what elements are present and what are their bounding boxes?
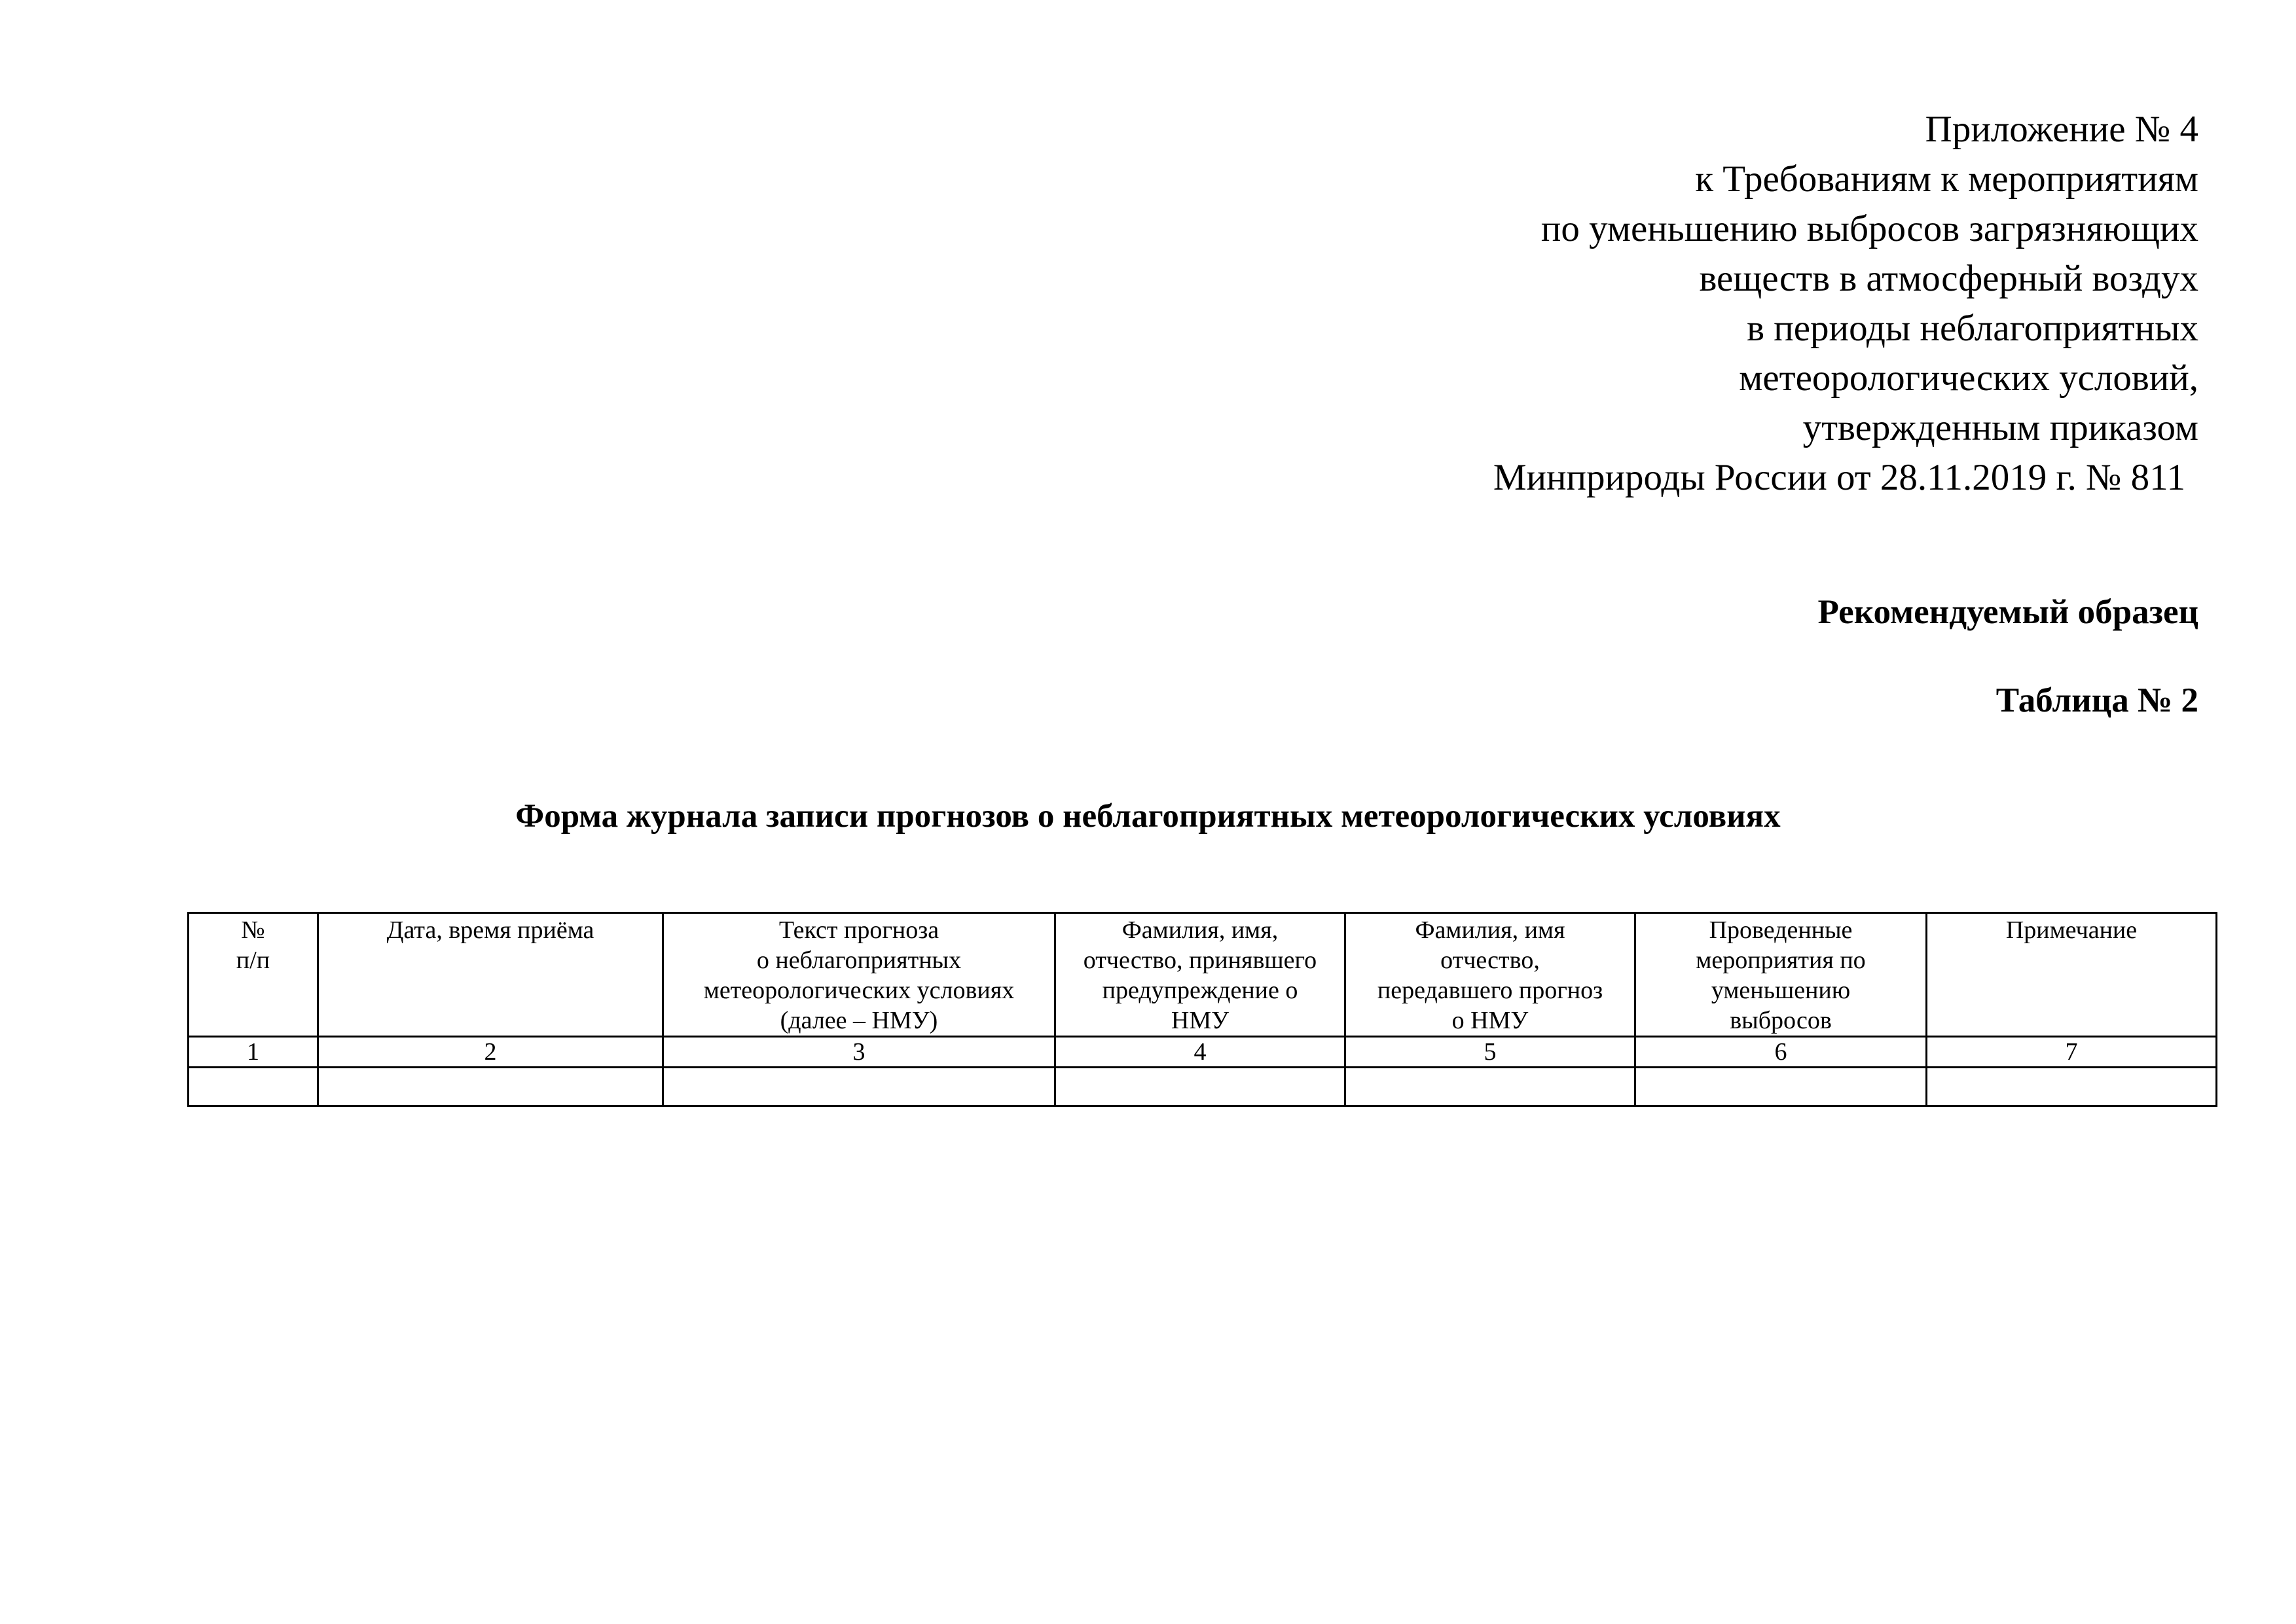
- table-cell: [318, 1068, 663, 1106]
- column-number-cell: 6: [1635, 1037, 1927, 1068]
- table-number-label: Таблица № 2: [1995, 681, 2198, 719]
- header-text: Дата, время приёма: [386, 916, 594, 944]
- appendix-line: утвержденным приказом: [1802, 407, 2198, 448]
- appendix-line: веществ в атмосферный воздух: [1699, 258, 2198, 299]
- column-number-cell: 2: [318, 1037, 663, 1068]
- form-title: [0, 797, 2296, 835]
- header-cell-note: [1927, 913, 2217, 1037]
- appendix-line: к Требованиям к мероприятиям: [1695, 158, 2198, 200]
- header-cell-number: [189, 913, 318, 1037]
- header-cell-forecast-text: [663, 913, 1055, 1037]
- appendix-line: по уменьшению выбросов загрязняющих: [1540, 208, 2198, 249]
- header-cell-sender-name: [1345, 913, 1635, 1037]
- column-number-cell: 4: [1055, 1037, 1345, 1068]
- column-number-cell: 5: [1345, 1037, 1635, 1068]
- header-text: Проведенные мероприятия по уменьшению выбросов: [1696, 916, 1866, 1034]
- table-header-row: [189, 913, 2217, 1037]
- column-number-row: [189, 1037, 2217, 1068]
- table-cell: [1345, 1068, 1635, 1106]
- table-cell: [1055, 1068, 1345, 1106]
- table-cell: [663, 1068, 1055, 1106]
- table-cell: [1927, 1068, 2217, 1106]
- table-row: [189, 1068, 2217, 1106]
- header-text: Текст прогноза о неблагоприятных метеорологических условиях (далее – НМУ): [703, 916, 1015, 1034]
- header-text: Фамилия, имя отчество, передавшего прогноз о НМУ: [1377, 916, 1603, 1034]
- appendix-line: в периоды неблагоприятных: [1747, 308, 2198, 349]
- header-cell-measures: [1635, 913, 1927, 1037]
- form-title-text: Форма журнала записи прогнозов о неблагоприятных метеорологических условиях: [515, 798, 1781, 835]
- journal-table: [187, 912, 2217, 1107]
- table-cell: [189, 1068, 318, 1106]
- appendix-line: Приложение № 4: [1925, 109, 2198, 150]
- header-cell-date: [318, 913, 663, 1037]
- appendix-line: Минприроды России от 28.11.2019 г. № 811: [1493, 457, 2185, 498]
- appendix-header: [1282, 105, 2198, 503]
- table-cell: [1635, 1068, 1927, 1106]
- recommended-sample-label: Рекомендуемый образец: [1817, 593, 2198, 631]
- header-text: Примечание: [2005, 916, 2138, 944]
- header-text: Фамилия, имя, отчество, принявшего предупреждение о НМУ: [1083, 916, 1317, 1034]
- appendix-line: метеорологических условий,: [1739, 357, 2198, 399]
- header-cell-receiver-name: [1055, 913, 1345, 1037]
- header-text: № п/п: [236, 916, 270, 974]
- column-number-cell: 7: [1927, 1037, 2217, 1068]
- column-number-cell: 3: [663, 1037, 1055, 1068]
- column-number-cell: 1: [189, 1037, 318, 1068]
